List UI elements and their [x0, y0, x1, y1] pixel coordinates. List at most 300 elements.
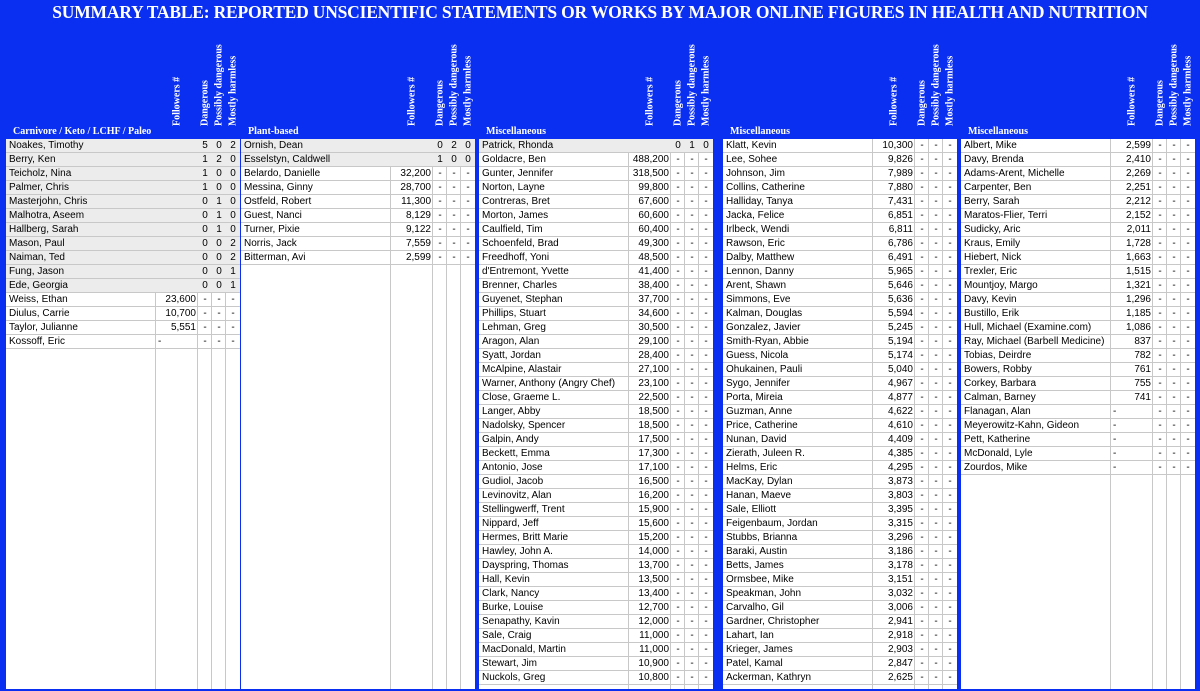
- table-row: [479, 209, 713, 223]
- possibly-dangerous-cell: -: [690, 308, 694, 319]
- dangerous-cell: -: [676, 658, 680, 669]
- mostly-harmless-cell: -: [704, 322, 708, 333]
- possibly-dangerous-cell: -: [934, 406, 938, 417]
- possibly-dangerous-cell: -: [1172, 252, 1176, 263]
- dangerous-cell: -: [1158, 224, 1162, 235]
- possibly-dangerous-cell: -: [934, 252, 938, 263]
- category-label: Miscellaneous: [486, 126, 546, 137]
- mostly-harmless-cell: -: [948, 238, 952, 249]
- followers-cell: 9,122: [405, 224, 431, 235]
- mostly-harmless-cell: -: [1186, 294, 1190, 305]
- table-row: [479, 433, 713, 447]
- mostly-harmless-cell: -: [704, 196, 708, 207]
- dangerous-cell: 5: [202, 140, 208, 151]
- followers-cell: 60,600: [638, 210, 669, 221]
- mostly-harmless-cell: 1: [230, 280, 236, 291]
- name-cell: Betts, James: [726, 560, 784, 571]
- mostly-harmless-cell: 0: [230, 168, 236, 179]
- possibly-dangerous-cell: 0: [216, 182, 222, 193]
- followers-cell: 1,515: [1125, 266, 1151, 277]
- dangerous-cell: -: [920, 294, 924, 305]
- table-row: [961, 167, 1195, 181]
- table-row: [723, 629, 957, 643]
- mostly-harmless-cell: -: [948, 322, 952, 333]
- name-cell: Antonio, Jose: [482, 462, 543, 473]
- dangerous-cell: -: [920, 350, 924, 361]
- followers-cell: 2,903: [887, 644, 913, 655]
- name-cell: Ray, Michael (Barbell Medicine): [964, 336, 1105, 347]
- mostly-harmless-cell: -: [948, 574, 952, 585]
- mostly-harmless-cell: -: [1186, 364, 1190, 375]
- possibly-dangerous-cell: -: [690, 406, 694, 417]
- possibly-dangerous-cell: 1: [216, 224, 222, 235]
- dangerous-cell: -: [920, 518, 924, 529]
- name-cell: Flanagan, Alan: [964, 406, 1031, 417]
- mostly-harmless-header: [944, 41, 957, 137]
- dangerous-cell: 0: [202, 266, 208, 277]
- name-cell: Syatt, Jordan: [482, 350, 541, 361]
- possibly-dangerous-cell: -: [452, 182, 456, 193]
- table-row: [6, 167, 240, 181]
- possibly-dangerous-cell: 1: [216, 210, 222, 221]
- dangerous-cell: -: [1158, 336, 1162, 347]
- possibly-dangerous-cell: -: [690, 336, 694, 347]
- name-cell: MacKay, Dylan: [726, 476, 793, 487]
- followers-cell: 1,185: [1125, 308, 1151, 319]
- mostly-harmless-cell: -: [704, 560, 708, 571]
- name-cell: Hiebert, Nick: [964, 252, 1022, 263]
- table-row: [961, 195, 1195, 209]
- dangerous-cell: -: [676, 476, 680, 487]
- mostly-harmless-cell: -: [948, 658, 952, 669]
- panel-miscellaneous-1: [479, 36, 713, 689]
- dangerous-cell: -: [1158, 364, 1162, 375]
- mostly-harmless-cell: -: [948, 364, 952, 375]
- name-cell: Davy, Kevin: [964, 294, 1017, 305]
- possibly-dangerous-cell: -: [934, 588, 938, 599]
- possibly-dangerous-header: [448, 41, 461, 137]
- table-row: [6, 265, 240, 279]
- followers-cell: 6,786: [887, 238, 913, 249]
- mostly-harmless-cell: -: [704, 210, 708, 221]
- table-row: [241, 181, 475, 195]
- followers-cell: 2,410: [1125, 154, 1151, 165]
- name-cell: Gunter, Jennifer: [482, 168, 554, 179]
- name-cell: Nadolsky, Spencer: [482, 420, 566, 431]
- table-row: [723, 405, 957, 419]
- possibly-dangerous-cell: -: [690, 378, 694, 389]
- followers-cell: 41,400: [638, 266, 669, 277]
- name-cell: Berry, Ken: [9, 154, 56, 165]
- mostly-harmless-cell: -: [948, 140, 952, 151]
- possibly-dangerous-cell: -: [217, 322, 221, 333]
- mostly-harmless-cell: -: [704, 504, 708, 515]
- mostly-harmless-cell: -: [1186, 406, 1190, 417]
- dangerous-cell: -: [1158, 420, 1162, 431]
- table-row: [723, 643, 957, 657]
- name-cell: Kossoff, Eric: [9, 336, 65, 347]
- possibly-dangerous-cell: -: [934, 630, 938, 641]
- panel-plant-based: [241, 36, 475, 689]
- dangerous-cell: -: [920, 140, 924, 151]
- table-row: [961, 209, 1195, 223]
- dangerous-cell: -: [920, 252, 924, 263]
- possibly-dangerous-cell: 1: [689, 140, 695, 151]
- followers-cell: [156, 181, 198, 195]
- name-cell: Galpin, Andy: [482, 434, 539, 445]
- dangerous-cell: -: [920, 168, 924, 179]
- followers-cell: 6,811: [888, 224, 913, 235]
- followers-cell: 38,400: [638, 280, 669, 291]
- name-cell: Hull, Michael (Examine.com): [964, 322, 1092, 333]
- followers-header: [888, 41, 901, 137]
- page-title: SUMMARY TABLE: REPORTED UNSCIENTIFIC STATEMENTS OR WORKS BY MAJOR ONLINE FIGURES IN HEALTH AND NUTRITION: [52, 2, 1148, 22]
- mostly-harmless-cell: -: [948, 308, 952, 319]
- name-cell: Maratos-Flier, Terri: [964, 210, 1048, 221]
- mostly-harmless-cell: -: [948, 196, 952, 207]
- possibly-dangerous-header: [686, 41, 699, 137]
- table-row: [961, 237, 1195, 251]
- possibly-dangerous-cell: -: [690, 560, 694, 571]
- dangerous-cell: -: [438, 182, 442, 193]
- possibly-dangerous-cell: -: [934, 546, 938, 557]
- name-cell: Corkey, Barbara: [964, 378, 1037, 389]
- name-cell: Gonzalez, Javier: [726, 322, 801, 333]
- table-row: [6, 209, 240, 223]
- dangerous-cell: -: [676, 294, 680, 305]
- name-cell: Carpenter, Ben: [964, 182, 1032, 193]
- name-cell: Berry, Sarah: [964, 196, 1020, 207]
- name-cell: Hanan, Maeve: [726, 490, 792, 501]
- mostly-harmless-cell: -: [948, 420, 952, 431]
- possibly-dangerous-cell: -: [690, 504, 694, 515]
- possibly-dangerous-cell: -: [690, 672, 694, 683]
- dangerous-cell: -: [676, 490, 680, 501]
- data-table: [961, 139, 1195, 689]
- dangerous-cell: -: [1158, 448, 1162, 459]
- followers-cell: 11,000: [639, 644, 669, 655]
- name-cell: Gardner, Christopher: [726, 616, 820, 627]
- followers-cell: 11,300: [401, 196, 431, 207]
- table-row: [723, 461, 957, 475]
- possibly-dangerous-cell: -: [1172, 294, 1176, 305]
- dangerous-cell: -: [676, 392, 680, 403]
- dangerous-cell: -: [676, 238, 680, 249]
- dangerous-cell: -: [676, 644, 680, 655]
- followers-cell: 3,873: [887, 476, 913, 487]
- followers-cell: 761: [1134, 364, 1151, 375]
- name-cell: Stewart, Jim: [482, 658, 538, 669]
- possibly-dangerous-cell: -: [934, 672, 938, 683]
- table-row: [723, 419, 957, 433]
- possibly-dangerous-cell: -: [934, 616, 938, 627]
- followers-cell: 4,877: [887, 392, 913, 403]
- dangerous-cell: -: [438, 196, 442, 207]
- name-cell: Rawson, Eric: [726, 238, 785, 249]
- followers-cell: 1,086: [1125, 322, 1151, 333]
- name-cell: Weiss, Ethan: [9, 294, 68, 305]
- followers-header: [171, 41, 184, 137]
- dangerous-cell: -: [438, 238, 442, 249]
- possibly-dangerous-cell: -: [934, 378, 938, 389]
- followers-cell: 12,000: [638, 616, 669, 627]
- followers-cell: 5,245: [887, 322, 913, 333]
- possibly-dangerous-cell: -: [934, 336, 938, 347]
- mostly-harmless-cell: -: [948, 336, 952, 347]
- dangerous-cell: -: [676, 518, 680, 529]
- possibly-dangerous-header-label: Possibly dangerous: [686, 44, 698, 126]
- possibly-dangerous-cell: -: [934, 602, 938, 613]
- name-cell: Clark, Nancy: [482, 588, 540, 599]
- followers-cell: [156, 153, 198, 167]
- mostly-harmless-cell: -: [948, 588, 952, 599]
- mostly-harmless-cell: -: [948, 294, 952, 305]
- followers-cell: 11,000: [639, 630, 669, 641]
- mostly-harmless-cell: -: [948, 168, 952, 179]
- name-cell: Nunan, David: [726, 434, 787, 445]
- table-row: [723, 293, 957, 307]
- name-cell: Ohukainen, Pauli: [726, 364, 803, 375]
- dangerous-cell: -: [920, 630, 924, 641]
- followers-cell: 2,941: [887, 616, 913, 627]
- followers-cell: 782: [1134, 350, 1151, 361]
- dangerous-cell: -: [676, 462, 680, 473]
- dangerous-cell: -: [676, 420, 680, 431]
- column-header-row: [723, 36, 957, 139]
- mostly-harmless-cell: -: [948, 672, 952, 683]
- name-cell: Morton, James: [482, 210, 549, 221]
- mostly-harmless-cell: -: [704, 476, 708, 487]
- table-row: [6, 153, 240, 167]
- name-cell: Hallberg, Sarah: [9, 224, 79, 235]
- dangerous-cell: -: [676, 182, 680, 193]
- possibly-dangerous-cell: -: [690, 182, 694, 193]
- possibly-dangerous-cell: -: [690, 630, 694, 641]
- followers-cell: 5,594: [887, 308, 913, 319]
- dangerous-cell: -: [920, 224, 924, 235]
- followers-cell: 1,321: [1125, 280, 1151, 291]
- name-cell: Norton, Layne: [482, 182, 545, 193]
- name-cell: Collins, Catherine: [726, 182, 805, 193]
- data-table: [241, 139, 475, 689]
- followers-cell: 67,600: [638, 196, 669, 207]
- name-cell: Kalman, Douglas: [726, 308, 803, 319]
- followers-cell: -: [1113, 420, 1117, 431]
- possibly-dangerous-cell: -: [1172, 224, 1176, 235]
- name-cell: Baraki, Austin: [726, 546, 788, 557]
- name-cell: Phillips, Stuart: [482, 308, 546, 319]
- name-cell: Patel, Kamal: [726, 658, 783, 669]
- mostly-harmless-cell: -: [704, 364, 708, 375]
- table-row: [961, 223, 1195, 237]
- dangerous-cell: -: [1158, 294, 1162, 305]
- mostly-harmless-cell: -: [948, 602, 952, 613]
- dangerous-cell: 0: [202, 280, 208, 291]
- name-cell: Stubbs, Brianna: [726, 532, 798, 543]
- table-row: [479, 223, 713, 237]
- name-cell: Speakman, John: [726, 588, 802, 599]
- followers-cell: 13,400: [638, 588, 669, 599]
- table-row: [723, 573, 957, 587]
- followers-cell: 3,315: [887, 518, 913, 529]
- dangerous-cell: 1: [437, 154, 443, 165]
- followers-cell: -: [1113, 448, 1117, 459]
- dangerous-cell: -: [1158, 434, 1162, 445]
- dangerous-cell: -: [920, 462, 924, 473]
- dangerous-cell: -: [920, 266, 924, 277]
- mostly-harmless-cell: -: [704, 658, 708, 669]
- data-table: [723, 139, 957, 689]
- dangerous-header: [199, 41, 212, 137]
- name-cell: Dayspring, Thomas: [482, 560, 569, 571]
- followers-cell: 12,700: [638, 602, 669, 613]
- followers-cell: 7,880: [887, 182, 913, 193]
- possibly-dangerous-cell: -: [934, 140, 938, 151]
- dangerous-cell: -: [676, 504, 680, 515]
- table-row: [723, 545, 957, 559]
- followers-cell: [629, 139, 671, 153]
- possibly-dangerous-header: [1168, 41, 1181, 137]
- name-cell: Ostfeld, Robert: [244, 196, 312, 207]
- dangerous-cell: -: [1158, 280, 1162, 291]
- mostly-harmless-cell: -: [948, 378, 952, 389]
- possibly-dangerous-cell: -: [690, 196, 694, 207]
- mostly-harmless-cell: 0: [465, 140, 471, 151]
- mostly-harmless-cell: -: [704, 462, 708, 473]
- possibly-dangerous-cell: -: [690, 588, 694, 599]
- dangerous-cell: -: [1158, 406, 1162, 417]
- dangerous-cell: -: [1158, 350, 1162, 361]
- dangerous-cell: -: [676, 672, 680, 683]
- followers-cell: [391, 153, 433, 167]
- followers-cell: 6,491: [887, 252, 913, 263]
- possibly-dangerous-cell: -: [1172, 322, 1176, 333]
- table-row: [961, 447, 1195, 461]
- mostly-harmless-cell: -: [948, 392, 952, 403]
- mostly-harmless-cell: -: [466, 210, 470, 221]
- followers-cell: 2,918: [887, 630, 913, 641]
- mostly-harmless-cell: -: [948, 406, 952, 417]
- followers-cell: 5,551: [170, 322, 196, 333]
- possibly-dangerous-cell: -: [934, 266, 938, 277]
- possibly-dangerous-cell: -: [690, 392, 694, 403]
- dangerous-cell: -: [920, 434, 924, 445]
- mostly-harmless-cell: -: [231, 336, 235, 347]
- table-row: [6, 223, 240, 237]
- table-row: [479, 447, 713, 461]
- followers-cell: 99,800: [638, 182, 669, 193]
- mostly-harmless-cell: -: [1186, 392, 1190, 403]
- table-row: [723, 377, 957, 391]
- followers-header-label: Followers #: [406, 76, 418, 126]
- table-row: [479, 587, 713, 601]
- table-row: [241, 251, 475, 265]
- table-row: [961, 181, 1195, 195]
- followers-cell: 32,200: [400, 168, 431, 179]
- table-row: [723, 657, 957, 671]
- table-row: [961, 363, 1195, 377]
- followers-cell: 5,040: [887, 364, 913, 375]
- possibly-dangerous-header-label: Possibly dangerous: [1168, 44, 1180, 126]
- possibly-dangerous-cell: -: [1172, 308, 1176, 319]
- name-cell: Diulus, Carrie: [9, 308, 70, 319]
- possibly-dangerous-cell: -: [934, 308, 938, 319]
- table-row: [6, 307, 240, 321]
- followers-cell: 16,200: [638, 490, 669, 501]
- followers-cell: 2,847: [887, 658, 913, 669]
- possibly-dangerous-cell: -: [217, 336, 221, 347]
- possibly-dangerous-cell: -: [452, 210, 456, 221]
- table-row: [723, 167, 957, 181]
- followers-cell: 15,600: [638, 518, 669, 529]
- followers-header: [1126, 41, 1139, 137]
- mostly-harmless-cell: 0: [230, 210, 236, 221]
- possibly-dangerous-cell: -: [1172, 434, 1176, 445]
- followers-cell: 3,032: [887, 588, 913, 599]
- table-row: [241, 237, 475, 251]
- data-table: [479, 139, 713, 689]
- name-cell: Goldacre, Ben: [482, 154, 546, 165]
- followers-cell: 3,296: [887, 532, 913, 543]
- table-row: [961, 139, 1195, 153]
- possibly-dangerous-header: [213, 41, 226, 137]
- name-cell: Lahart, Ian: [726, 630, 774, 641]
- dangerous-cell: -: [920, 364, 924, 375]
- dangerous-cell: -: [920, 546, 924, 557]
- mostly-harmless-cell: -: [948, 490, 952, 501]
- dangerous-cell: -: [676, 588, 680, 599]
- table-row: [479, 363, 713, 377]
- name-cell: Masterjohn, Chris: [9, 196, 88, 207]
- mostly-harmless-header: [700, 41, 713, 137]
- table-row: [723, 531, 957, 545]
- followers-cell: 3,178: [887, 560, 913, 571]
- followers-cell: 755: [1134, 378, 1151, 389]
- table-row: [479, 139, 713, 153]
- name-cell: MacDonald, Martin: [482, 644, 566, 655]
- mostly-harmless-cell: -: [1186, 266, 1190, 277]
- mostly-harmless-cell: -: [704, 616, 708, 627]
- followers-cell: 2,599: [1125, 140, 1151, 151]
- mostly-harmless-header-label: Mostly harmless: [227, 55, 239, 126]
- followers-cell: 5,965: [887, 266, 913, 277]
- table-row: [961, 321, 1195, 335]
- followers-cell: 2,011: [1126, 224, 1151, 235]
- followers-cell: 7,989: [887, 168, 913, 179]
- possibly-dangerous-cell: -: [690, 168, 694, 179]
- table-row: [241, 223, 475, 237]
- dangerous-cell: -: [920, 658, 924, 669]
- followers-cell: 18,500: [638, 420, 669, 431]
- dangerous-cell: -: [920, 616, 924, 627]
- possibly-dangerous-cell: -: [690, 238, 694, 249]
- name-cell: Klatt, Kevin: [726, 140, 777, 151]
- name-cell: Aragon, Alan: [482, 336, 540, 347]
- mostly-harmless-cell: -: [466, 224, 470, 235]
- followers-header-label: Followers #: [644, 76, 656, 126]
- possibly-dangerous-cell: -: [934, 434, 938, 445]
- table-row: [241, 153, 475, 167]
- possibly-dangerous-cell: -: [690, 476, 694, 487]
- dangerous-cell: -: [676, 630, 680, 641]
- table-row: [479, 237, 713, 251]
- dangerous-cell: -: [920, 560, 924, 571]
- dangerous-header-label: Dangerous: [199, 80, 211, 126]
- possibly-dangerous-cell: -: [690, 658, 694, 669]
- table-row: [479, 251, 713, 265]
- dangerous-cell: -: [920, 490, 924, 501]
- followers-cell: 17,500: [638, 434, 669, 445]
